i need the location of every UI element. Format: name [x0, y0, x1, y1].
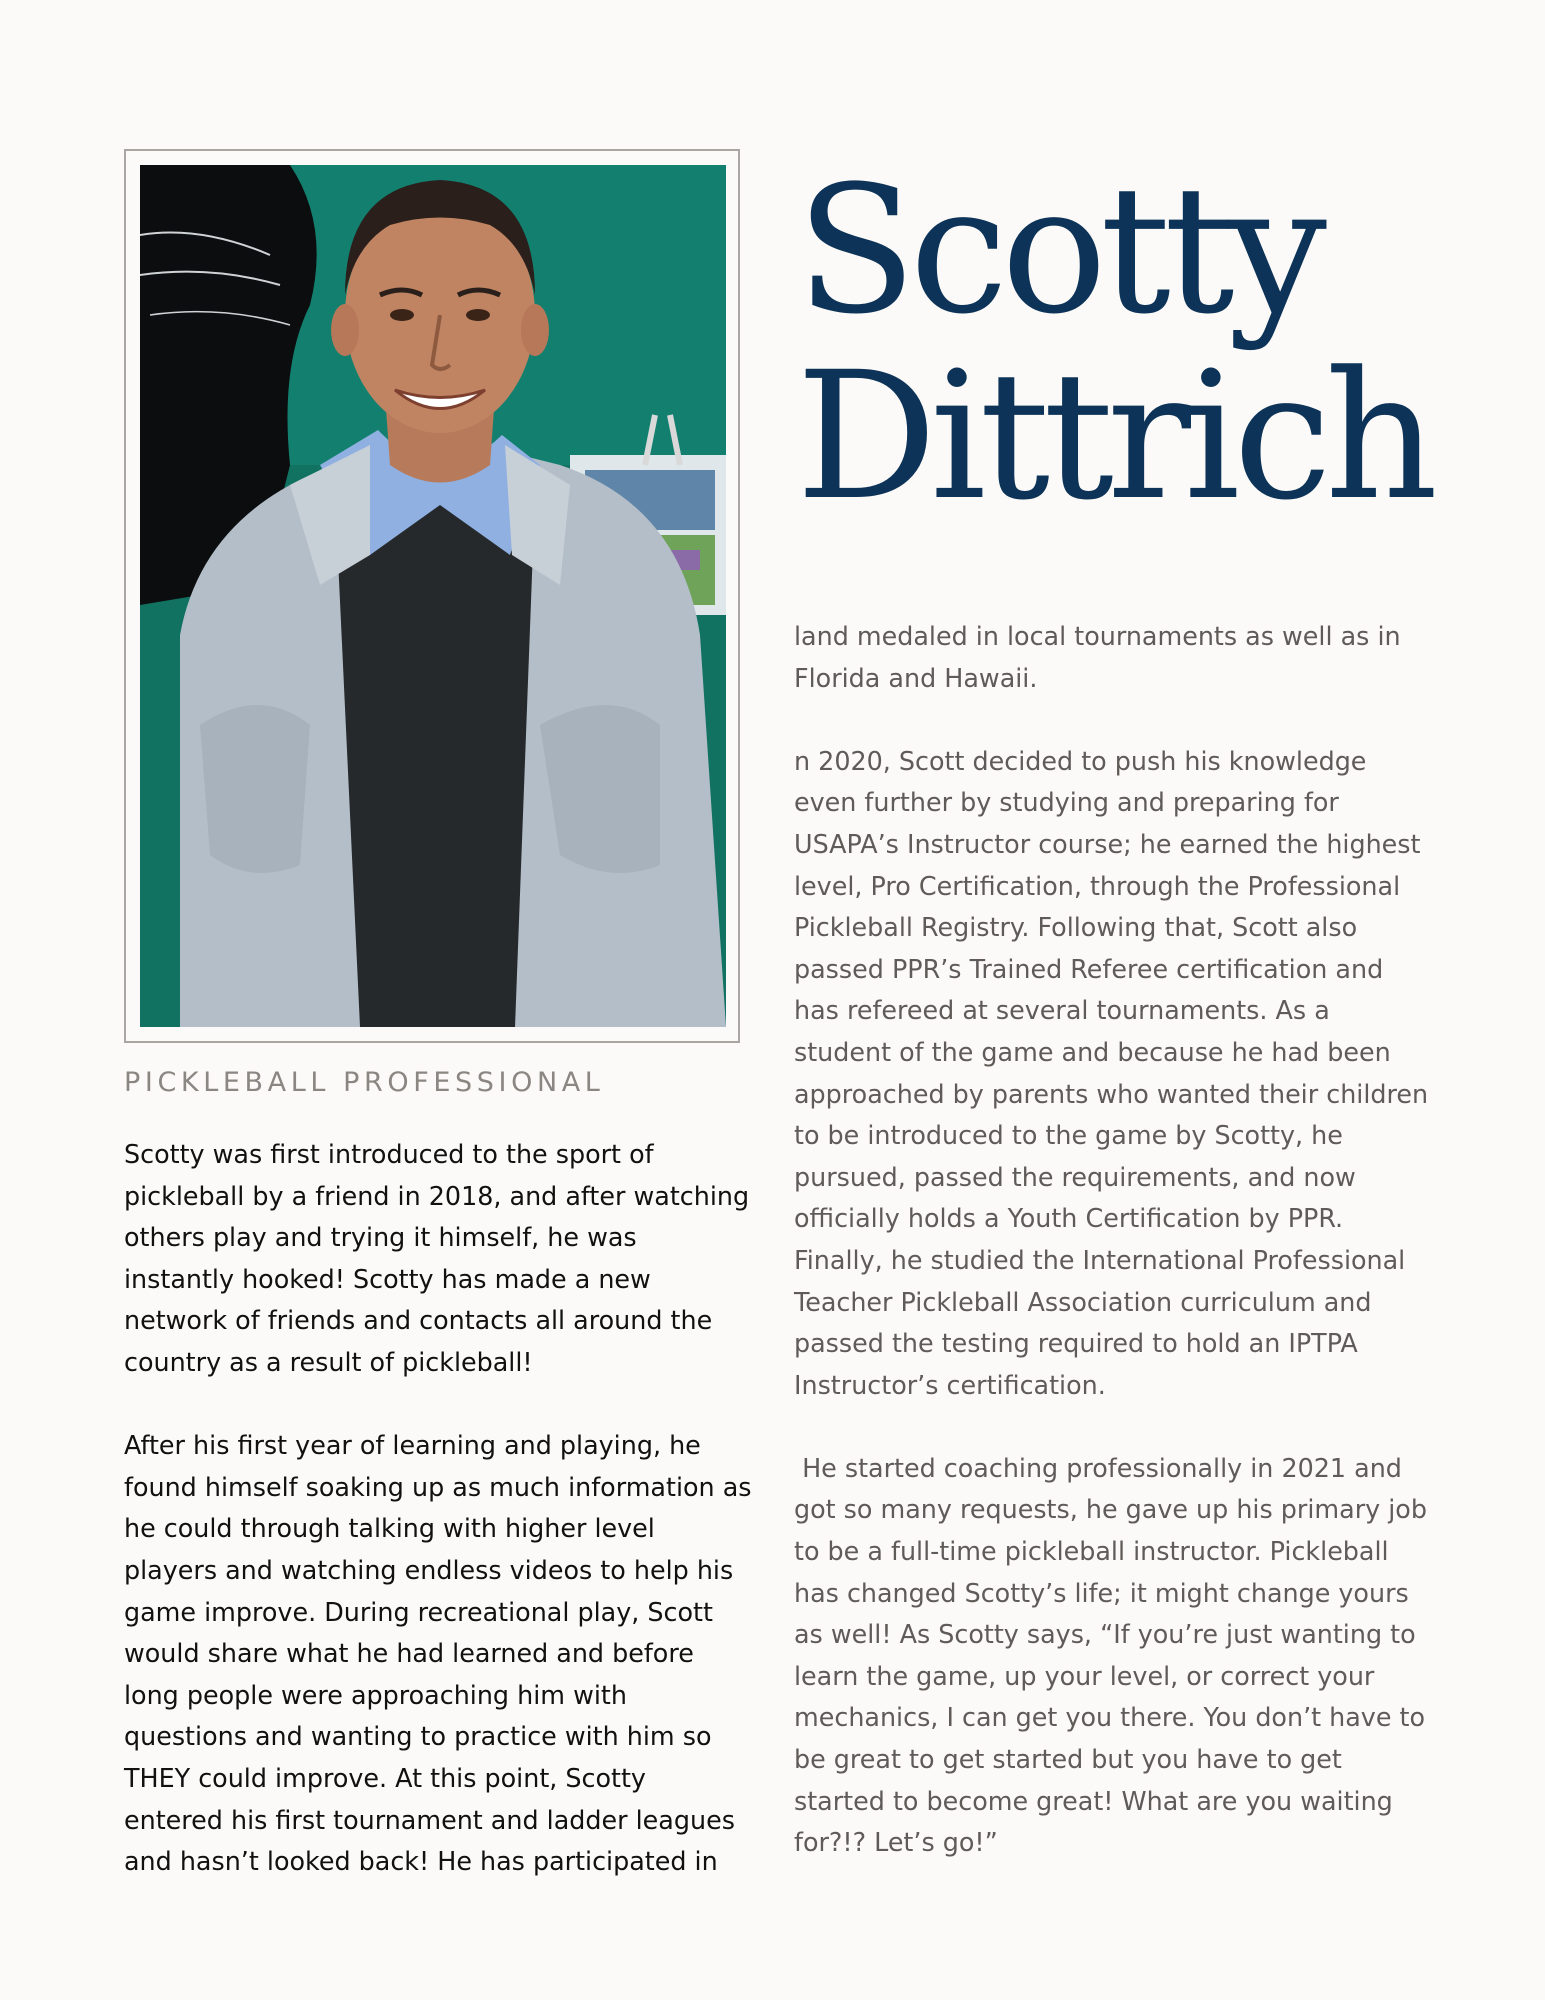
bio-right-column	[794, 616, 1434, 1905]
bio-paragraph: Scotty was first introduced to the sport of pickleball by a friend in 2018, and after watching others play and trying it himself, he was instantly hooked! Scotty has made a new network of friends and contacts all around the country as a result of pickleball!	[124, 1139, 750, 1377]
portrait-illustration	[140, 165, 726, 1027]
bio-paragraph: After his first year of learning and playing, he found himself soaking up as much information as he could through talking with higher level players and watching endless videos to help his game improve. During recreational play, Scott would share what he had learned and before long people were approaching him with questions and wanting to practice with him so THEY could improve. At this point, Scotty entered his first tournament and ladder leagues and hasn’t looked back! He has participated in	[124, 1430, 752, 1877]
bio-paragraph: land medaled in local tournaments as well as in Florida and Hawaii.	[794, 621, 1401, 693]
last-name: Dittrich	[796, 334, 1432, 539]
bio-left-column	[124, 1134, 752, 1924]
bio-paragraph: n 2020, Scott decided to push his knowledge even further by studying and preparing for USAPA’s Instructor course; he earned the highest level, Pro Certification, through the Professional Pickleball Registry. Following that, Scott also passed PPR’s Trained Referee certification and has refereed at several tournaments. As a student of the game and because he had been approached by parents who wanted their children to be introduced to the game by Scotty, he pursued, passed the requirements, and now officially holds a Youth Certification by PPR. Finally, he studied the International Professional Teacher Pickleball Association curriculum and passed the testing required to hold an IPTPA Instructor’s certification.	[794, 745, 1429, 1400]
profile-subtitle: PICKLEBALL PROFESSIONAL	[124, 1067, 605, 1098]
person-name	[796, 148, 1516, 539]
first-name: Scotty	[796, 148, 1320, 353]
bio-paragraph: He started coaching professionally in 2021 and got so many requests, he gave up his primary job to be a full-time pickleball instructor. Pickleball has changed Scotty’s life; it might change yours as well! As Scotty says, “If you’re just wanting to learn the game, up your level, or correct your mechanics, I can get you there. You don’t have to be great to get started but you have to get started to become great! What are you waiting for?!? Let’s go!”	[794, 1452, 1436, 1858]
photo-frame	[124, 149, 740, 1043]
portrait-photo	[140, 165, 726, 1027]
